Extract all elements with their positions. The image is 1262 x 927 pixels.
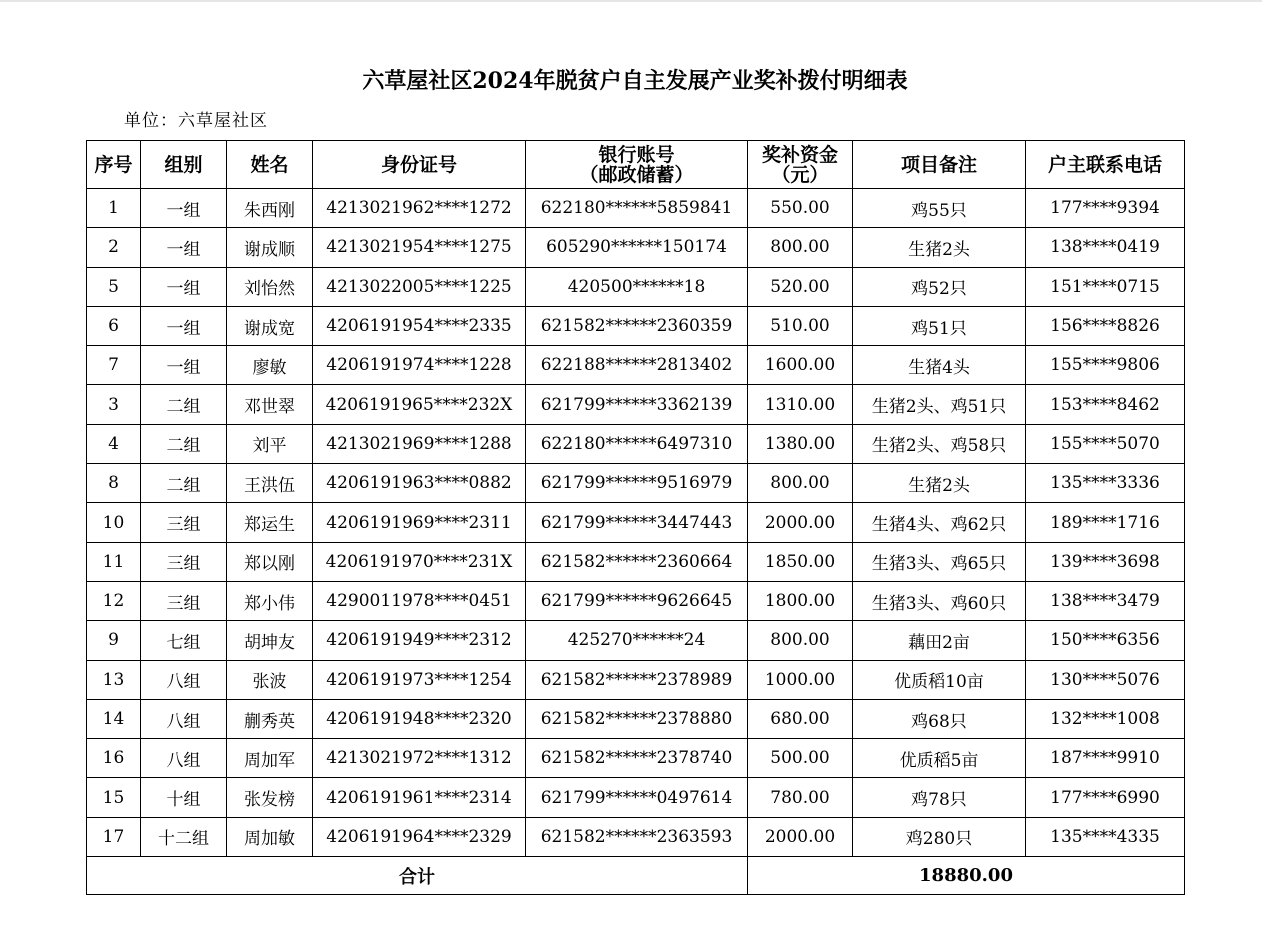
cell-id-number: 4206191974****1228 [313, 346, 526, 385]
cell-amount: 800.00 [748, 621, 853, 660]
cell-name: 廖敏 [227, 346, 313, 385]
cell-phone: 155****9806 [1026, 346, 1185, 385]
header-amount-line2: （元） [771, 163, 829, 186]
cell-seq: 3 [87, 385, 141, 424]
cell-phone: 150****6356 [1026, 621, 1185, 660]
cell-note: 优质稻5亩 [853, 739, 1026, 778]
table-header-row [87, 141, 1185, 189]
cell-amount: 1000.00 [748, 660, 853, 699]
cell-group: 七组 [141, 621, 227, 660]
cell-name: 刘平 [227, 424, 313, 463]
cell-group: 一组 [141, 267, 227, 306]
total-amount: 18880.00 [748, 857, 1185, 895]
cell-id-number: 4206191949****2312 [313, 621, 526, 660]
cell-phone: 138****0419 [1026, 228, 1185, 267]
cell-seq: 6 [87, 306, 141, 345]
table-row [87, 503, 1185, 542]
cell-bank-account: 621799******3362139 [526, 385, 748, 424]
cell-seq: 13 [87, 660, 141, 699]
cell-amount: 500.00 [748, 739, 853, 778]
cell-seq: 16 [87, 739, 141, 778]
cell-phone: 135****3336 [1026, 464, 1185, 503]
cell-name: 周加军 [227, 739, 313, 778]
cell-phone: 155****5070 [1026, 424, 1185, 463]
unit-label: 单位：六草屋社区 [124, 111, 268, 131]
cell-amount: 520.00 [748, 267, 853, 306]
header-amount [748, 141, 853, 189]
window-top-border [0, 0, 1262, 2]
document-title: 六草屋社区2024年脱贫户自主发展产业奖补拨付明细表 [362, 68, 908, 94]
table-row [87, 542, 1185, 581]
table-row [87, 739, 1185, 778]
cell-id-number: 4206191965****232X [313, 385, 526, 424]
cell-bank-account: 420500******18 [526, 267, 748, 306]
cell-group: 十二组 [141, 817, 227, 856]
table-row [87, 346, 1185, 385]
cell-note: 鸡55只 [853, 189, 1026, 228]
cell-phone: 135****4335 [1026, 817, 1185, 856]
cell-phone: 177****9394 [1026, 189, 1185, 228]
cell-phone: 187****9910 [1026, 739, 1185, 778]
cell-group: 三组 [141, 542, 227, 581]
cell-name: 周加敏 [227, 817, 313, 856]
cell-id-number: 4206191948****2320 [313, 699, 526, 738]
cell-id-number: 4206191970****231X [313, 542, 526, 581]
table-row [87, 424, 1185, 463]
table-row [87, 778, 1185, 817]
cell-name: 朱西刚 [227, 189, 313, 228]
table-row [87, 189, 1185, 228]
cell-name: 谢成宽 [227, 306, 313, 345]
cell-seq: 14 [87, 699, 141, 738]
cell-id-number: 4206191964****2329 [313, 817, 526, 856]
cell-amount: 680.00 [748, 699, 853, 738]
cell-group: 十组 [141, 778, 227, 817]
cell-id-number: 4290011978****0451 [313, 581, 526, 620]
cell-name: 邓世翠 [227, 385, 313, 424]
cell-bank-account: 621799******3447443 [526, 503, 748, 542]
cell-bank-account: 621582******2363593 [526, 817, 748, 856]
cell-id-number: 4206191969****2311 [313, 503, 526, 542]
cell-group: 三组 [141, 503, 227, 542]
cell-phone: 139****3698 [1026, 542, 1185, 581]
cell-phone: 189****1716 [1026, 503, 1185, 542]
cell-id-number: 4213021972****1312 [313, 739, 526, 778]
cell-amount: 800.00 [748, 464, 853, 503]
cell-bank-account: 621582******2378880 [526, 699, 748, 738]
cell-id-number: 4206191963****0882 [313, 464, 526, 503]
table-row [87, 464, 1185, 503]
cell-seq: 9 [87, 621, 141, 660]
cell-note: 鸡51只 [853, 306, 1026, 345]
cell-bank-account: 621582******2360664 [526, 542, 748, 581]
table-row [87, 817, 1185, 856]
cell-phone: 130****5076 [1026, 660, 1185, 699]
cell-note: 生猪2头、鸡51只 [853, 385, 1026, 424]
cell-phone: 153****8462 [1026, 385, 1185, 424]
cell-note: 鸡52只 [853, 267, 1026, 306]
cell-group: 一组 [141, 306, 227, 345]
total-label: 合计 [87, 857, 748, 895]
cell-name: 蒯秀英 [227, 699, 313, 738]
cell-group: 一组 [141, 189, 227, 228]
table-row [87, 385, 1185, 424]
cell-bank-account: 621799******9516979 [526, 464, 748, 503]
cell-note: 鸡68只 [853, 699, 1026, 738]
cell-phone: 132****1008 [1026, 699, 1185, 738]
cell-seq: 2 [87, 228, 141, 267]
cell-group: 二组 [141, 385, 227, 424]
cell-seq: 1 [87, 189, 141, 228]
cell-seq: 5 [87, 267, 141, 306]
cell-group: 一组 [141, 228, 227, 267]
cell-seq: 8 [87, 464, 141, 503]
cell-name: 张发榜 [227, 778, 313, 817]
cell-id-number: 4213021969****1288 [313, 424, 526, 463]
header-seq: 序号 [87, 141, 141, 189]
cell-name: 郑小伟 [227, 581, 313, 620]
cell-amount: 1310.00 [748, 385, 853, 424]
cell-bank-account: 622180******6497310 [526, 424, 748, 463]
cell-bank-account: 621799******0497614 [526, 778, 748, 817]
table-row [87, 306, 1185, 345]
cell-amount: 2000.00 [748, 817, 853, 856]
cell-bank-account: 621582******2360359 [526, 306, 748, 345]
cell-name: 郑运生 [227, 503, 313, 542]
header-amount-line1: 奖补资金 [761, 143, 838, 166]
cell-note: 生猪4头 [853, 346, 1026, 385]
cell-amount: 1800.00 [748, 581, 853, 620]
cell-group: 三组 [141, 581, 227, 620]
cell-note: 生猪4头、鸡62只 [853, 503, 1026, 542]
cell-bank-account: 622188******2813402 [526, 346, 748, 385]
subsidy-detail-table [86, 140, 1185, 895]
table-row [87, 660, 1185, 699]
cell-seq: 4 [87, 424, 141, 463]
cell-id-number: 4206191954****2335 [313, 306, 526, 345]
header-note: 项目备注 [853, 141, 1026, 189]
table-row [87, 699, 1185, 738]
cell-seq: 7 [87, 346, 141, 385]
cell-id-number: 4206191973****1254 [313, 660, 526, 699]
cell-bank-account: 621582******2378740 [526, 739, 748, 778]
table-row [87, 581, 1185, 620]
cell-amount: 2000.00 [748, 503, 853, 542]
cell-seq: 11 [87, 542, 141, 581]
cell-seq: 10 [87, 503, 141, 542]
cell-group: 二组 [141, 424, 227, 463]
cell-seq: 12 [87, 581, 141, 620]
cell-amount: 1600.00 [748, 346, 853, 385]
cell-note: 优质稻10亩 [853, 660, 1026, 699]
cell-phone: 138****3479 [1026, 581, 1185, 620]
cell-amount: 550.00 [748, 189, 853, 228]
cell-name: 谢成顺 [227, 228, 313, 267]
cell-group: 八组 [141, 739, 227, 778]
header-id-number: 身份证号 [313, 141, 526, 189]
cell-phone: 151****0715 [1026, 267, 1185, 306]
cell-note: 鸡78只 [853, 778, 1026, 817]
cell-name: 张波 [227, 660, 313, 699]
cell-bank-account: 621799******9626645 [526, 581, 748, 620]
cell-group: 八组 [141, 660, 227, 699]
cell-group: 一组 [141, 346, 227, 385]
cell-amount: 1380.00 [748, 424, 853, 463]
cell-amount: 800.00 [748, 228, 853, 267]
cell-name: 郑以刚 [227, 542, 313, 581]
table-row [87, 228, 1185, 267]
cell-note: 生猪3头、鸡65只 [853, 542, 1026, 581]
cell-group: 八组 [141, 699, 227, 738]
table-row [87, 621, 1185, 660]
cell-id-number: 4213022005****1225 [313, 267, 526, 306]
header-phone: 户主联系电话 [1026, 141, 1185, 189]
cell-id-number: 4206191961****2314 [313, 778, 526, 817]
header-group: 组别 [141, 141, 227, 189]
table-row [87, 267, 1185, 306]
cell-note: 鸡280只 [853, 817, 1026, 856]
cell-note: 生猪2头 [853, 464, 1026, 503]
cell-group: 二组 [141, 464, 227, 503]
cell-phone: 177****6990 [1026, 778, 1185, 817]
cell-bank-account: 622180******5859841 [526, 189, 748, 228]
cell-name: 王洪伍 [227, 464, 313, 503]
header-bank-account [526, 141, 748, 189]
cell-bank-account: 425270******24 [526, 621, 748, 660]
header-bank-line2: （邮政储蓄） [579, 163, 694, 186]
cell-name: 胡坤友 [227, 621, 313, 660]
total-row [87, 857, 1185, 895]
header-name: 姓名 [227, 141, 313, 189]
cell-bank-account: 605290******150174 [526, 228, 748, 267]
table-body [87, 189, 1185, 857]
cell-note: 生猪3头、鸡60只 [853, 581, 1026, 620]
cell-id-number: 4213021954****1275 [313, 228, 526, 267]
cell-amount: 1850.00 [748, 542, 853, 581]
cell-name: 刘怡然 [227, 267, 313, 306]
cell-note: 藕田2亩 [853, 621, 1026, 660]
cell-phone: 156****8826 [1026, 306, 1185, 345]
header-bank-line1: 银行账号 [598, 143, 675, 166]
cell-note: 生猪2头、鸡58只 [853, 424, 1026, 463]
cell-id-number: 4213021962****1272 [313, 189, 526, 228]
cell-note: 生猪2头 [853, 228, 1026, 267]
cell-bank-account: 621582******2378989 [526, 660, 748, 699]
cell-seq: 15 [87, 778, 141, 817]
cell-amount: 780.00 [748, 778, 853, 817]
cell-amount: 510.00 [748, 306, 853, 345]
cell-seq: 17 [87, 817, 141, 856]
